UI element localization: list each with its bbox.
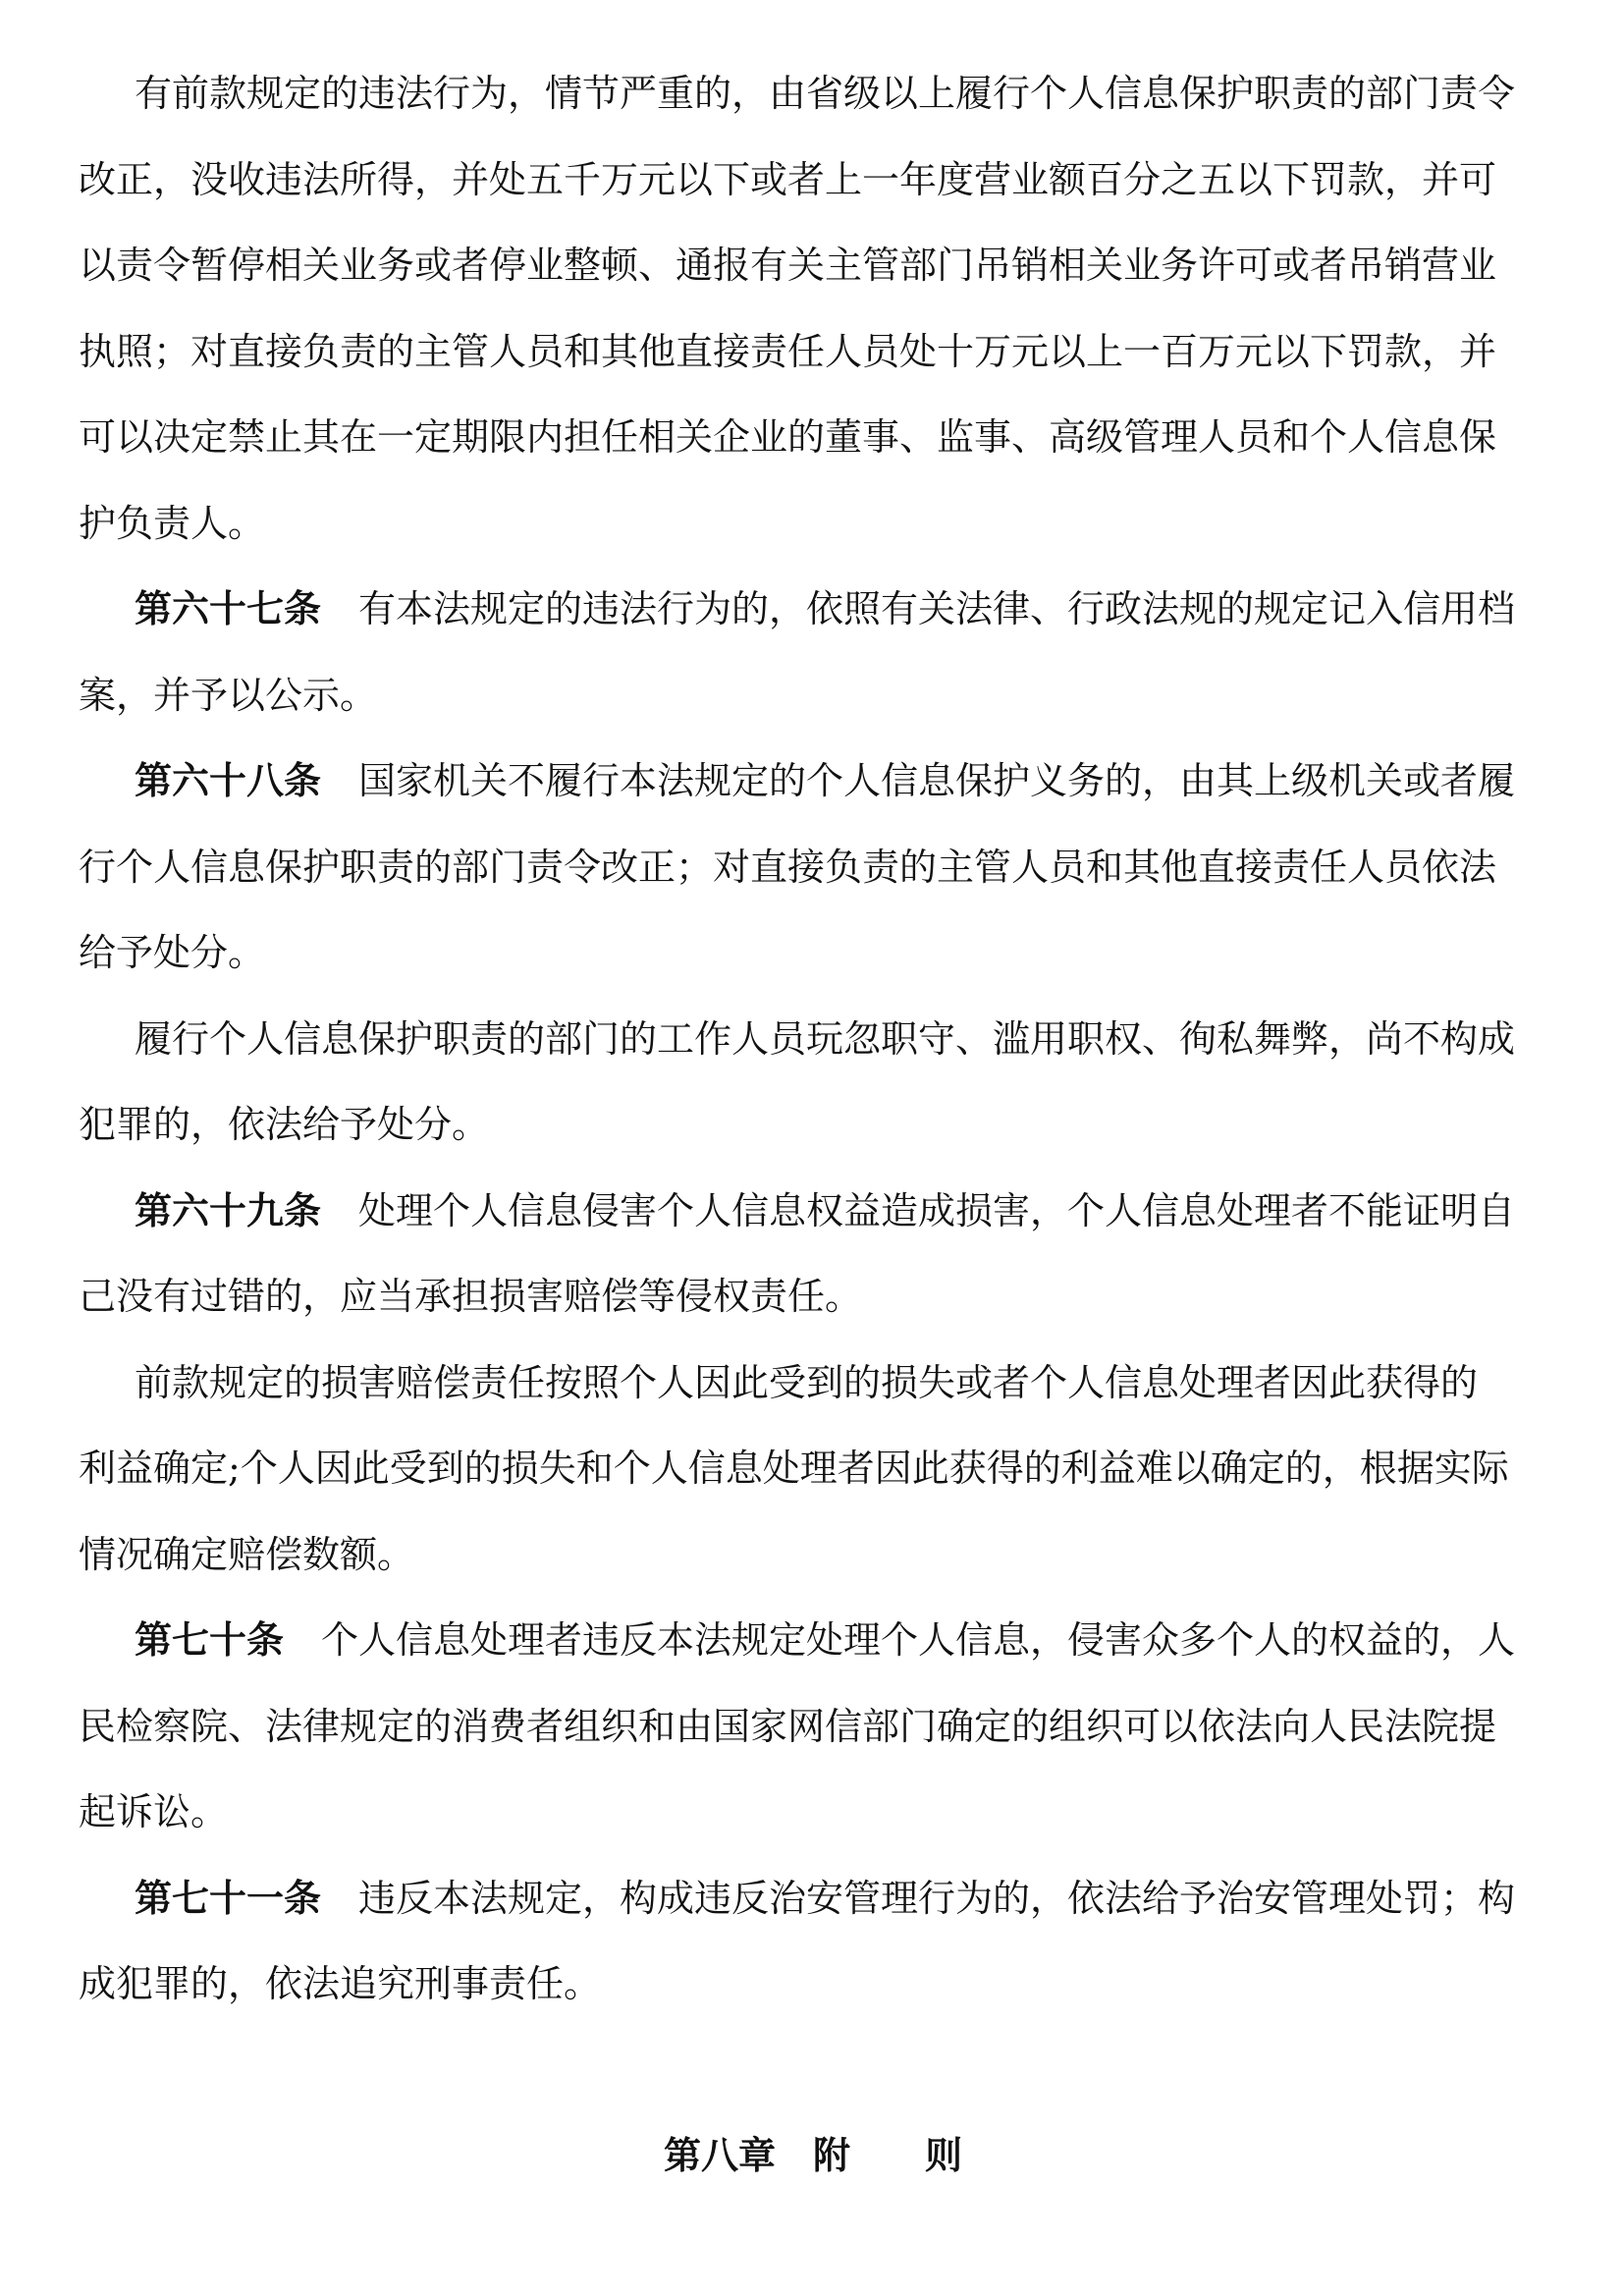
text-line: 执照；对直接负责的主管人员和其他直接责任人员处十万元以上一百万元以下罚款，并 <box>79 329 1497 373</box>
blank-line <box>79 2028 1547 2114</box>
text-line: 改正，没收违法所得，并处五千万元以下或者上一年度营业额百分之五以下罚款，并可 <box>79 157 1497 201</box>
text-line: 民检察院、法律规定的消费者组织和由国家网信部门确定的组织可以依法向人民法院提 <box>79 1704 1497 1748</box>
article-68 <box>79 738 1547 997</box>
article-text: 个人信息处理者违反本法规定处理个人信息，侵害众多个人的权益的，人 <box>321 1618 1516 1662</box>
article-number: 第七十条 <box>135 1618 285 1662</box>
article-text: 处理个人信息侵害个人信息权益造成损害，个人信息处理者不能证明自 <box>358 1188 1516 1232</box>
article-number: 第七十一条 <box>135 1876 322 1920</box>
text-line: 行个人信息保护职责的部门责令改正；对直接负责的主管人员和其他直接责任人员依法 <box>79 845 1497 889</box>
paragraph <box>79 51 1547 567</box>
text-line: 有前款规定的违法行为，情节严重的，由省级以上履行个人信息保护职责的部门责令 <box>135 72 1516 115</box>
chapter-heading: 第八章 附 则 <box>663 2134 962 2177</box>
article-70 <box>79 1598 1547 1856</box>
text-line <box>79 1169 1547 1255</box>
article-text: 违反本法规定，构成违反治安管理行为的，依法给予治安管理处罚；构 <box>358 1876 1516 1920</box>
text-line <box>79 1598 1547 1684</box>
text-line <box>79 738 1547 825</box>
text-line: 起诉讼。 <box>79 1790 229 1833</box>
text-line: 以责令暂停相关业务或者停业整顿、通报有关主管部门吊销相关业务许可或者吊销营业 <box>79 244 1497 287</box>
text-line: 情况确定赔偿数额。 <box>79 1532 415 1576</box>
text-line: 犯罪的，依法给予处分。 <box>79 1103 490 1146</box>
paragraph <box>79 1340 1547 1599</box>
article-71 <box>79 1856 1547 2028</box>
article-number: 第六十七条 <box>135 587 322 630</box>
text-line: 利益确定;个人因此受到的损失和个人信息处理者因此获得的利益难以确定的，根据实际 <box>79 1447 1509 1490</box>
article-text: 有本法规定的违法行为的，依照有关法律、行政法规的规定记入信用档 <box>358 587 1516 630</box>
article-69 <box>79 1169 1547 1340</box>
text-line <box>79 1856 1547 1942</box>
article-text: 国家机关不履行本法规定的个人信息保护义务的，由其上级机关或者履 <box>358 759 1516 802</box>
text-line: 护负责人。 <box>79 501 266 545</box>
text-line: 案，并予以公示。 <box>79 673 378 717</box>
article-67 <box>79 567 1547 738</box>
text-line: 己没有过错的，应当承担损害赔偿等侵权责任。 <box>79 1275 863 1318</box>
text-line <box>79 567 1547 653</box>
text-line: 可以决定禁止其在一定期限内担任相关企业的董事、监事、高级管理人员和个人信息保 <box>79 415 1497 459</box>
document-page <box>79 51 1547 2200</box>
text-line: 成犯罪的，依法追究刑事责任。 <box>79 1962 602 2005</box>
text-line: 给予处分。 <box>79 931 266 974</box>
text-line: 前款规定的损害赔偿责任按照个人因此受到的损失或者个人信息处理者因此获得的 <box>135 1360 1479 1404</box>
article-number: 第六十九条 <box>135 1188 322 1232</box>
paragraph <box>79 997 1547 1169</box>
text-line: 履行个人信息保护职责的部门的工作人员玩忽职守、滥用职权、徇私舞弊，尚不构成 <box>135 1016 1516 1061</box>
article-number: 第六十八条 <box>135 759 322 802</box>
